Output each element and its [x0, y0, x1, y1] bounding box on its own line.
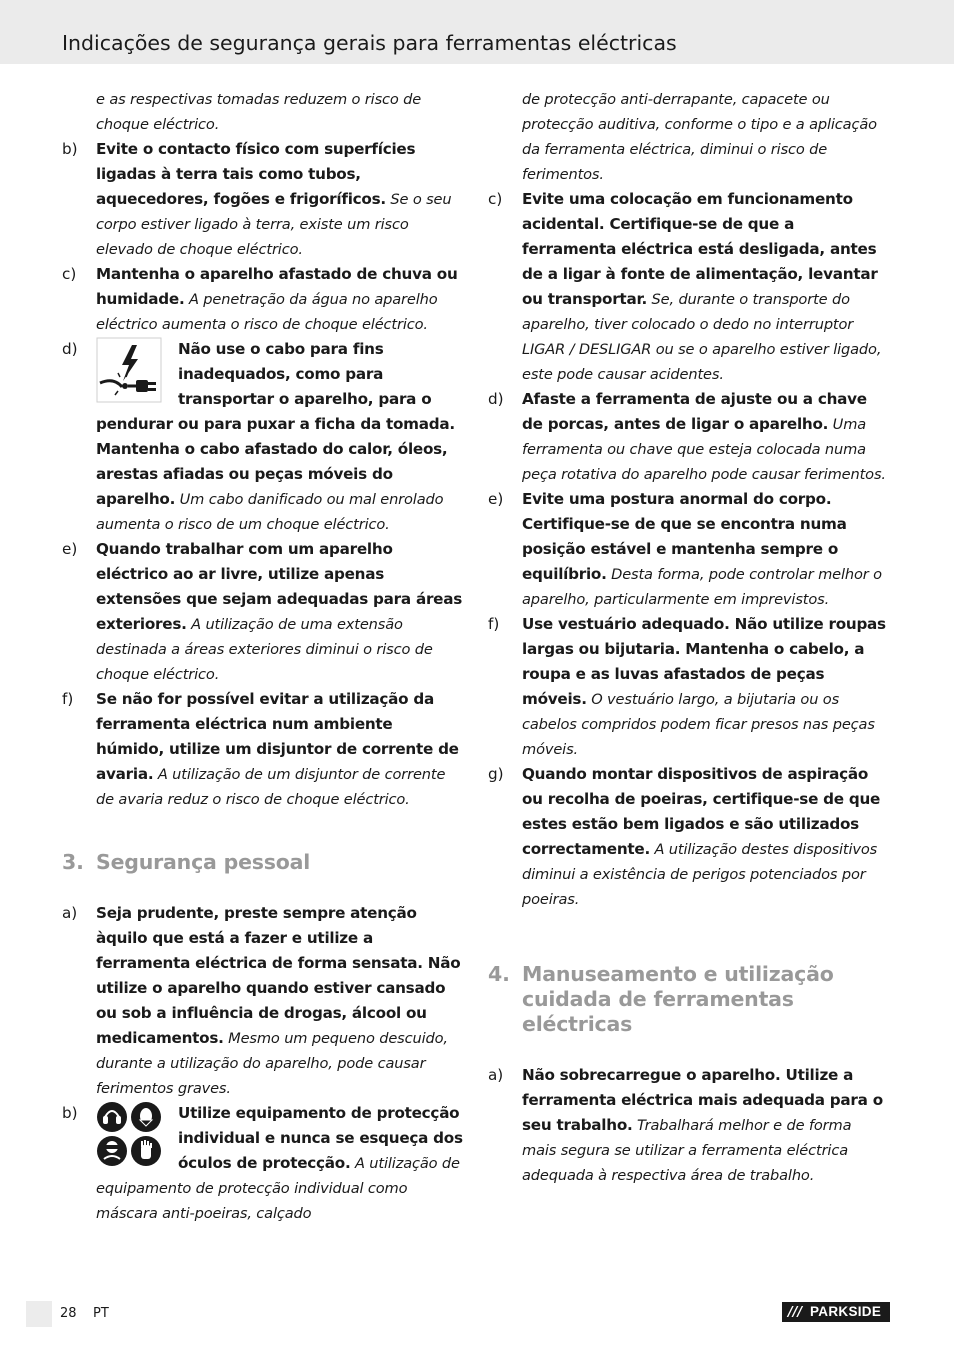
list-item	[62, 1101, 464, 1226]
page-number: 28	[60, 1306, 77, 1321]
item-bold: Não use o cabo para fins inadequados, como para transportar o aparelho, para o pendurar ou para puxar a ficha da tomada. Mantenha o cabo afastado do calor, óleos, arestas afiadas ou peças móveis do aparelho.	[96, 340, 455, 508]
item-bold: Evite o contacto físico com superfícies ligadas à terra tais como tubos, aquecedores, fogões e frigoríficos.	[96, 140, 416, 208]
left-intro: e as respectivas tomadas reduzem o risco de choque eléctrico.	[96, 91, 422, 133]
item-text: Desta forma, pode controlar melhor o aparelho, particularmente em imprevistos.	[522, 566, 882, 608]
language-code: PT	[93, 1306, 109, 1321]
ppe-icons	[96, 1101, 162, 1167]
list-item	[488, 612, 888, 762]
safety-glasses-icon	[97, 1136, 127, 1166]
list-item	[488, 762, 888, 912]
section-heading-4	[488, 962, 888, 1037]
item-letter: f)	[62, 690, 74, 708]
list-item	[62, 687, 464, 812]
list-item	[488, 487, 888, 612]
list-item	[62, 537, 464, 687]
item-bold: Quando montar dispositivos de aspiração ou recolha de poeiras, certifique-se de que estes estão bem ligados e são utilizados correctamente.	[522, 765, 881, 858]
item-letter: e)	[62, 540, 78, 558]
brand-name: PARKSIDE	[810, 1304, 882, 1319]
item-text: Um cabo danificado ou mal enrolado aumenta o risco de um choque eléctrico.	[96, 491, 444, 533]
item-letter: a)	[62, 904, 78, 922]
logo-stripes-icon: ///	[788, 1305, 803, 1320]
item-text: Se, durante o transporte do aparelho, tiver colocado o dedo no interruptor LIGAR / DESLIGAR ou se o aparelho estiver ligado, este pode causar acidentes.	[522, 291, 882, 383]
list-item	[488, 187, 888, 387]
item-text: A utilização de uma extensão destinada a áreas exteriores diminui o risco de choque eléctrico.	[96, 616, 433, 683]
item-bold: Seja prudente, preste sempre atenção àquilo que está a fazer e utilize a ferramenta eléctrica de forma sensata. Não utilize o aparelho quando estiver cansado ou sob a influência de drogas, álcool ou medicamentos.	[96, 904, 461, 1047]
list-item	[62, 137, 464, 262]
gloves-icon	[131, 1136, 161, 1166]
parkside-logo	[782, 1302, 890, 1322]
section-title: Manuseamento e utilização cuidada de ferramentas eléctricas	[522, 962, 834, 1036]
item-text: Se o seu corpo estiver ligado à terra, existe um risco elevado de choque eléctrico.	[96, 191, 452, 258]
right-intro: de protecção anti-derrapante, capacete ou protecção auditiva, conforme o tipo e a aplicação da ferramenta eléctrica, diminui o risco de ferimentos.	[522, 91, 877, 183]
page-title: Indicações de segurança gerais para ferramentas eléctricas	[62, 31, 677, 55]
item-letter: b)	[62, 1104, 78, 1122]
item-letter: f)	[488, 615, 500, 633]
list-item	[488, 1063, 888, 1188]
footer-marker	[26, 1301, 52, 1327]
list-item	[488, 387, 888, 487]
item-text: Uma ferramenta ou chave que esteja colocada numa peça rotativa do aparelho pode causar ferimentos.	[522, 416, 886, 483]
item-text: Trabalhará melhor e de forma mais segura se utilizar a ferramenta eléctrica adequada à respectiva área de trabalho.	[522, 1117, 852, 1184]
item-text: Mesmo um pequeno descuido, durante a utilização do aparelho, pode causar ferimentos graves.	[96, 1030, 448, 1097]
left-column	[62, 87, 464, 1226]
section-number: 4.	[488, 962, 510, 986]
item-bold: Mantenha o aparelho afastado de chuva ou humidade.	[96, 265, 458, 308]
item-letter: a)	[488, 1066, 504, 1084]
ear-protection-icon	[97, 1102, 127, 1132]
dust-mask-icon	[131, 1102, 161, 1132]
item-letter: c)	[488, 190, 503, 208]
item-bold: Não sobrecarregue o aparelho. Utilize a ferramenta eléctrica mais adequada para o seu trabalho.	[522, 1066, 883, 1134]
item-bold: Use vestuário adequado. Não utilize roupas largas ou bijutaria. Mantenha o cabelo, a roupa e as luvas afastados de peças móveis.	[522, 615, 886, 708]
item-text: A utilização destes dispositivos diminui a existência de perigos potenciados por poeiras.	[522, 841, 878, 908]
item-letter: e)	[488, 490, 504, 508]
list-item	[62, 901, 464, 1101]
item-letter: c)	[62, 265, 77, 283]
item-bold: Afaste a ferramenta de ajuste ou a chave de porcas, antes de ligar o aparelho.	[522, 390, 867, 433]
item-letter: d)	[62, 340, 78, 358]
item-letter: g)	[488, 765, 504, 783]
item-text: A penetração da água no aparelho eléctrico aumenta o risco de choque eléctrico.	[96, 291, 438, 333]
item-text: O vestuário largo, a bijutaria ou os cabelos compridos podem ficar presos nas peças móveis.	[522, 691, 875, 758]
section-heading-3	[62, 850, 464, 875]
section-title: Segurança pessoal	[96, 850, 311, 874]
item-bold: Evite uma postura anormal do corpo. Certifique-se de que se encontra numa posição estável e mantenha sempre o equilíbrio.	[522, 490, 847, 583]
item-text: A utilização de um disjuntor de corrente de avaria reduz o risco de choque eléctrico.	[96, 766, 446, 808]
item-letter: d)	[488, 390, 504, 408]
list-item	[62, 262, 464, 337]
section-number: 3.	[62, 850, 84, 874]
item-letter: b)	[62, 140, 78, 158]
cable-hazard-icon	[96, 337, 162, 403]
item-bold: Utilize equipamento de protecção individual e nunca se esqueça dos óculos de protecção.	[178, 1104, 463, 1172]
page-header	[0, 0, 954, 64]
item-bold: Se não for possível evitar a utilização da ferramenta eléctrica num ambiente húmido, utilize um disjuntor de corrente de avaria.	[96, 690, 459, 783]
list-item	[62, 337, 464, 537]
item-text: A utilização de equipamento de protecção individual como máscara anti-poeiras, calçado	[96, 1155, 460, 1222]
right-column	[488, 87, 888, 1188]
item-bold: Quando trabalhar com um aparelho eléctrico ao ar livre, utilize apenas extensões que sejam adequadas para áreas exteriores.	[96, 540, 463, 633]
item-bold: Evite uma colocação em funcionamento acidental. Certifique-se de que a ferramenta eléctrica está desligada, antes de a ligar à fonte de alimentação, levantar ou transportar.	[522, 190, 878, 308]
